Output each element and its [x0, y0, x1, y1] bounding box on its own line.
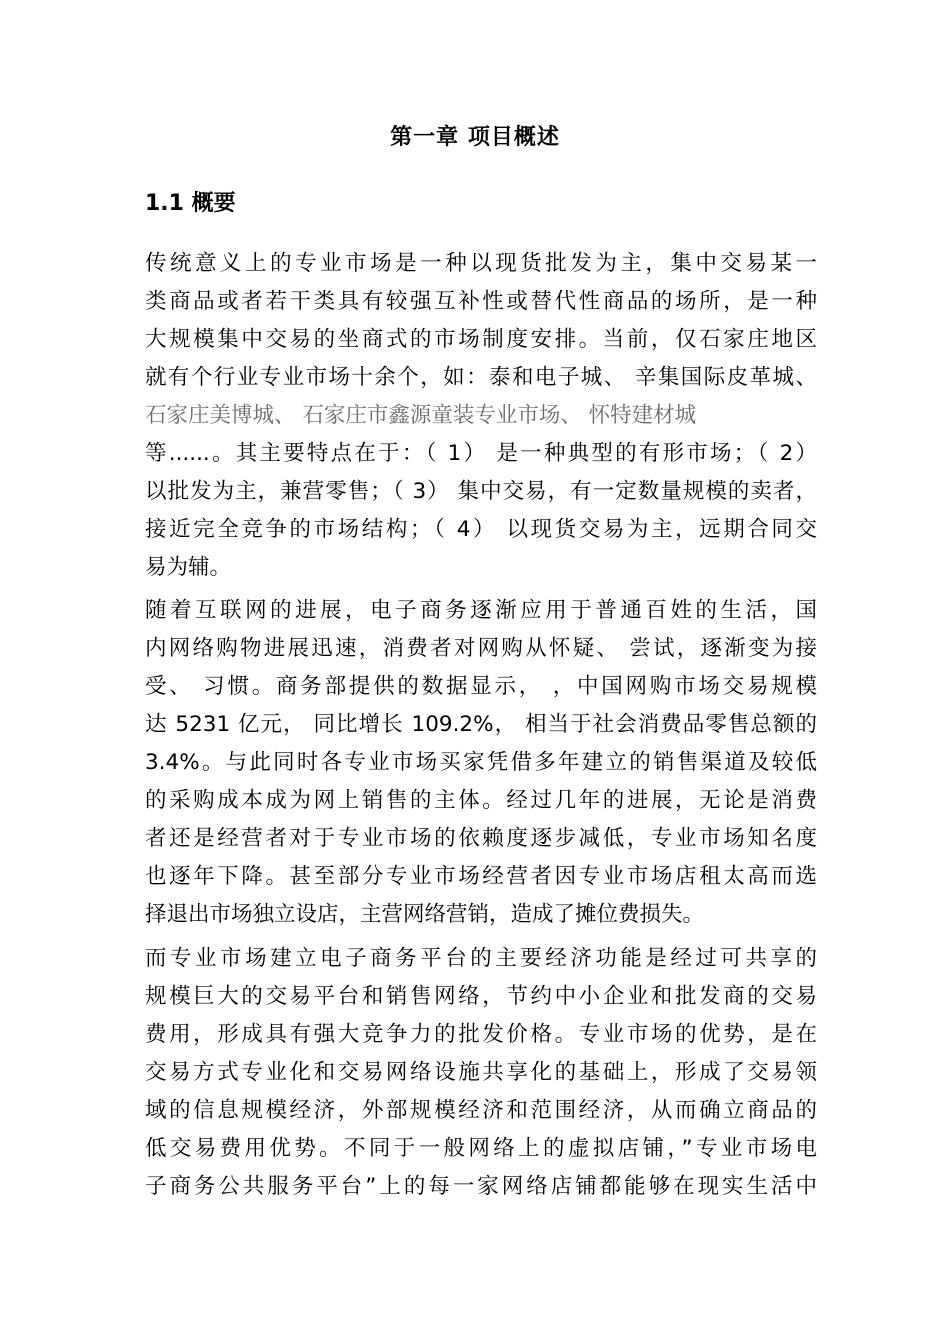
body-line: 受、 习惯。商务部提供的数据显示， ，中国网购市场交易规模: [145, 674, 817, 699]
body-line: 择退出市场独立设店，主营网络营销，造成了摊位费损失。: [145, 902, 705, 927]
body-line: 大规模集中交易的坐商式的市场制度安排。当前，仅石家庄地区: [145, 327, 817, 352]
body-line: 就有个行业专业市场十余个，如：泰和电子城、 辛集国际皮革城、: [145, 365, 817, 390]
body-line: 3.4%。与此同时各专业市场买家凭借多年建立的销售渠道及较低: [145, 750, 817, 775]
body-line: 域的信息规模经济，外部规模经济和范围经济，从而确立商品的: [145, 1098, 817, 1123]
body-line: 费用，形成具有强大竞争力的批发价格。专业市场的优势，是在: [145, 1022, 817, 1047]
chapter-title: 第一章 项目概述: [390, 125, 560, 150]
body-line: 的采购成本成为网上销售的主体。经过几年的进展，无论是消费: [145, 788, 817, 813]
body-line: 达 5231 亿元， 同比增长 109.2%， 相当于社会消费品零售总额的: [145, 712, 817, 737]
body-line: 易为辅。: [145, 555, 232, 580]
body-line: 以批发为主，兼营零售；（ 3） 集中交易，有一定数量规模的卖者，: [145, 479, 817, 504]
body-line: 等......。其主要特点在于：（ 1） 是一种典型的有形市场；（ 2）: [145, 441, 817, 466]
body-line: 类商品或者若干类具有较强互补性或替代性商品的场所，是一种: [145, 289, 817, 314]
body-line: 低交易费用优势。不同于一般网络上的虚拟店铺，”专业市场电: [145, 1136, 817, 1161]
body-line: 交易方式专业化和交易网络设施共享化的基础上，形成了交易领: [145, 1060, 817, 1085]
body-line: 规模巨大的交易平台和销售网络，节约中小企业和批发商的交易: [145, 984, 817, 1009]
body-line: 者还是经营者对于专业市场的依赖度逐步减低，专业市场知名度: [145, 826, 817, 851]
body-line: 也逐年下降。甚至部分专业市场经营者因专业市场店租太高而选: [145, 864, 817, 889]
body-line: 石家庄美博城、 石家庄市鑫源童装专业市场、 怀特建材城: [145, 403, 697, 428]
body-line: 内网络购物进展迅速，消费者对网购从怀疑、 尝试，逐渐变为接: [145, 636, 817, 661]
body-line: 子商务公共服务平台”上的每一家网络店铺都能够在现实生活中: [145, 1174, 817, 1199]
body-line: 而专业市场建立电子商务平台的主要经济功能是经过可共享的: [145, 946, 817, 971]
section-heading: 1.1 概要: [145, 191, 236, 216]
body-line: 随着互联网的进展，电子商务逐渐应用于普通百姓的生活，国: [145, 598, 817, 623]
body-line: 传统意义上的专业市场是一种以现货批发为主，集中交易某一: [145, 251, 817, 276]
body-line: 接近完全竞争的市场结构；（ 4） 以现货交易为主，远期合同交: [145, 517, 817, 542]
